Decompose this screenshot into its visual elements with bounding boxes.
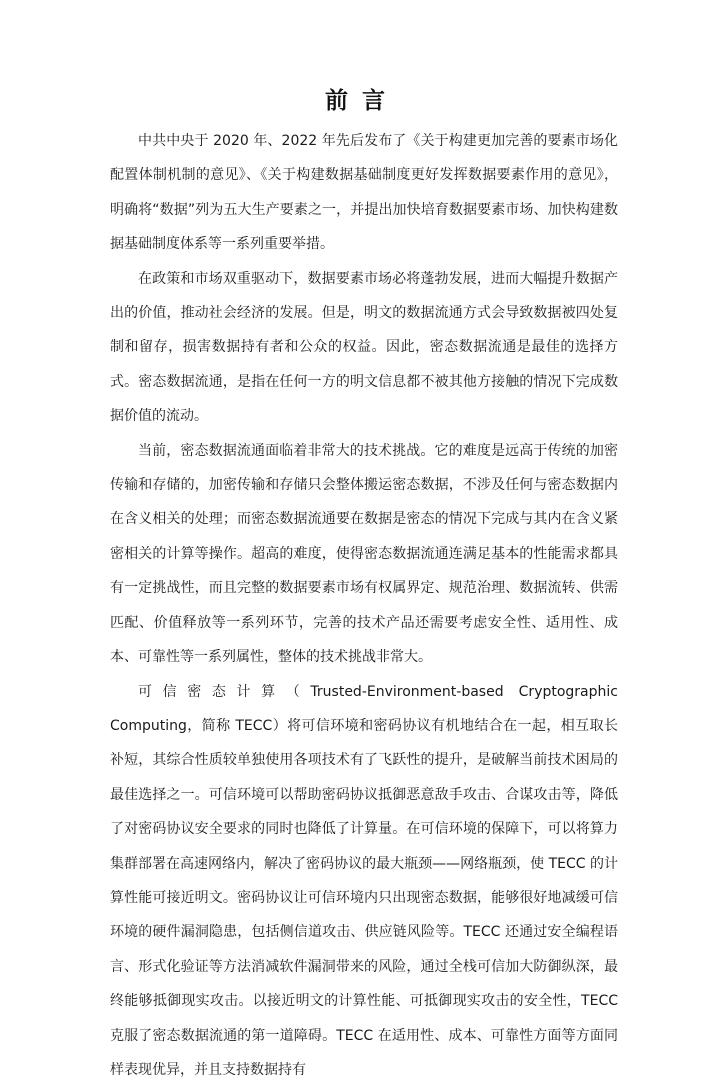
- paragraph-1: 中共中央于 2020 年、2022 年先后发布了《关于构建更加完善的要素市场化配置体制机制的意见》、《关于构建数据基础制度更好发挥数据要素作用的意见》，明确将“数据”列为五大生产要素之一，并提出加快培育数据要素市场、加快构建数据基础制度体系等一系列重要举措。: [110, 124, 618, 262]
- paragraph-3: 当前，密态数据流通面临着非常大的技术挑战。它的难度是远高于传统的加密传输和存储的，加密传输和存储只会整体搬运密态数据，不涉及任何与密态数据内在含义相关的处理；而密态数据流通要在数据是密态的情况下完成与其内在含义紧密相关的计算等操作。超高的难度，使得密态数据流通连满足基本的性能需求都具有一定挑战性，而且完整的数据要素市场有权属界定、规范治理、数据流转、供需匹配、价值释放等一系列环节，完善的技术产品还需要考虑安全性、适用性、成本、可靠性等一系列属性，整体的技术挑战非常大。: [110, 434, 618, 675]
- paragraph-4: 可信密态计算（Trusted-Environment-based Cryptographic Computing，简称 TECC）将可信环境和密码协议有机地结合在一起，相互取长补短，其综合性质较单独使用各项技术有了飞跃性的提升，是破解当前技术困局的最佳选择之一。可信环境可以帮助密码协议抵御恶意敌手攻击、合谋攻击等，降低了对密码协议安全要求的同时也降低了计算量。在可信环境的保障下，可以将算力集群部署在高速网络内，解决了密码协议的最大瓶颈——网络瓶颈，使 TECC 的计算性能可接近明文。密码协议让可信环境内只出现密态数据，能够很好地减缓可信环境的硬件漏洞隐患，包括侧信道攻击、供应链风险等。TECC 还通过安全编程语言、形式化验证等方法消减软件漏洞带来的风险，通过全栈可信加大防御纵深，最终能够抵御现实攻击。以接近明文的计算性能、可抵御现实攻击的安全性，TECC 克服了密态数据流通的第一道障碍。TECC 在适用性、成本、可靠性方面等方面同样表现优异，并且支持数据持有: [110, 675, 618, 1087]
- document-body: [110, 124, 618, 1087]
- paragraph-2: 在政策和市场双重驱动下，数据要素市场必将蓬勃发展，进而大幅提升数据产出的价值，推动社会经济的发展。但是，明文的数据流通方式会导致数据被四处复制和留存，损害数据持有者和公众的权益。因此，密态数据流通是最佳的选择方式。密态数据流通，是指在任何一方的明文信息都不被其他方接触的情况下完成数据价值的流动。: [110, 262, 618, 434]
- page-title: 前言: [0, 84, 724, 118]
